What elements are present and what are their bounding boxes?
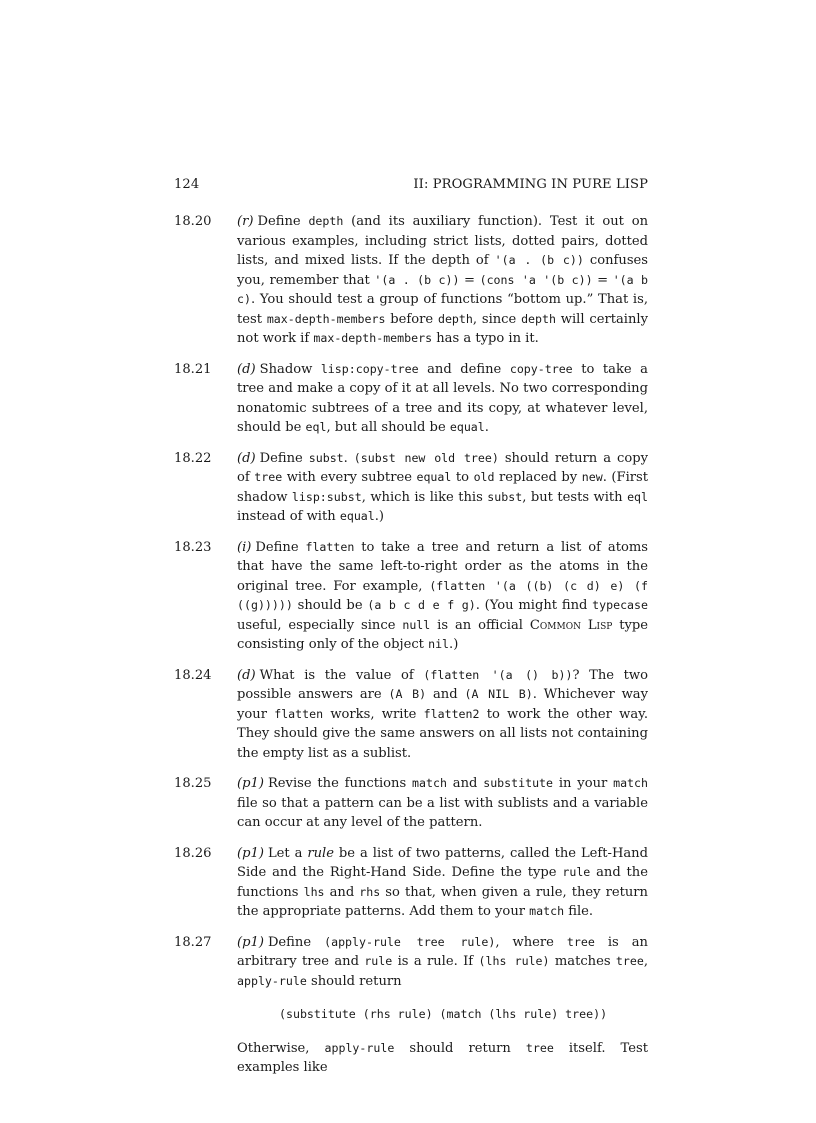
exercise-tag: (p1) <box>237 776 264 791</box>
body-text: Define <box>259 450 309 466</box>
code-text: match <box>412 776 447 790</box>
code-text: apply-rule <box>324 1040 395 1055</box>
body-text: , which is like this <box>361 489 488 505</box>
chapter-title: II: PROGRAMMING IN PURE LISP <box>413 177 648 192</box>
body-text: = <box>592 272 613 288</box>
code-text: depth <box>437 311 473 326</box>
code-text: apply-rule <box>237 973 307 988</box>
exercise-tag: (d) <box>237 667 256 683</box>
code-text: lisp:subst <box>291 489 362 504</box>
code-text: depth <box>308 214 344 228</box>
code-text: substitute <box>483 776 554 790</box>
exercise-body <box>237 449 648 527</box>
code-text: '(a b c) <box>237 272 649 306</box>
body-text: .) <box>449 637 459 652</box>
exercise-tag: (p1) <box>237 845 264 861</box>
code-text: tree <box>254 470 283 484</box>
body-text: . <box>343 450 354 466</box>
body-text: , since <box>472 311 522 327</box>
body-text: and the functions <box>237 865 648 900</box>
code-text: rhs <box>359 884 381 899</box>
body-text: before <box>385 311 438 327</box>
body-text: should return <box>306 973 402 989</box>
code-display: (substitute (rhs rule) (match (lhs rule) tree)) <box>279 1007 608 1021</box>
code-text: (flatten '(a () b)) <box>423 667 573 682</box>
body-text: should return <box>394 1040 526 1056</box>
body-text: be a list of two patterns, called the Left-Hand Side and the Right-Hand Side. Define the type <box>237 845 648 880</box>
code-text: flatten <box>305 539 355 554</box>
code-text: copy-tree <box>509 361 573 376</box>
exercise-body <box>237 774 648 833</box>
body-text: should return a copy of <box>237 450 648 485</box>
body-text: confuses you, remember that <box>237 253 649 288</box>
body-text: , <box>643 954 649 969</box>
code-text: flatten2 <box>423 706 480 721</box>
exercise-tag: (d) <box>237 361 256 377</box>
body-text: to work the other way. They should give the same answers on all lists not containing the empty list as a sublist. <box>237 706 648 761</box>
code-text: equal <box>416 470 452 484</box>
body-text: works, write <box>323 706 424 722</box>
exercise-18-20 <box>174 212 648 349</box>
exercise-tag: (p1) <box>237 934 264 950</box>
exercise-body <box>237 844 648 922</box>
code-text: null <box>402 617 431 632</box>
code-text: lhs <box>303 884 325 899</box>
body-text: Let a <box>267 845 308 861</box>
code-text: (A B) <box>388 687 427 701</box>
code-text: flatten <box>274 706 324 721</box>
body-text: , where <box>495 934 567 950</box>
body-text: What is the value of <box>259 667 424 683</box>
body-text: and <box>426 687 465 702</box>
body-text: and <box>446 776 484 791</box>
body-text: with every subtree <box>282 470 417 485</box>
exercise-number: 18.22 <box>174 450 212 466</box>
body-text: and <box>324 884 360 900</box>
body-text: and define <box>418 361 510 377</box>
body-text: Define <box>257 214 309 229</box>
body-text: has a typo in it. <box>432 331 539 346</box>
code-text: subst <box>487 489 523 504</box>
exercise-list <box>174 212 648 1089</box>
emphasis-text: rule <box>307 845 334 861</box>
code-text: nil <box>428 637 450 651</box>
code-text: lisp:copy-tree <box>320 361 419 376</box>
exercise-number: 18.21 <box>174 361 212 377</box>
exercise-18-24 <box>174 666 648 764</box>
exercise-18-27 <box>174 933 648 1078</box>
body-text: so that, when given a rule, they return the appropriate patterns. Add them to your <box>237 884 648 919</box>
code-text: tree <box>525 1040 554 1055</box>
code-text: (flatten '(a ((b) (c d) e) (f ((g))))) <box>237 578 648 612</box>
body-text: to <box>451 470 474 485</box>
body-text: replaced by <box>494 470 582 485</box>
exercise-18-26 <box>174 844 648 922</box>
code-text: tree <box>566 934 595 949</box>
code-text: typecase <box>592 598 648 612</box>
small-caps-text: Common Lisp <box>529 617 613 633</box>
code-text: match <box>613 776 648 790</box>
exercise-continuation <box>237 1039 648 1078</box>
code-text: match <box>529 904 565 918</box>
exercise-tag: (i) <box>237 539 252 555</box>
exercise-number: 18.20 <box>174 214 212 229</box>
code-text: tree <box>615 954 644 968</box>
code-text: eql <box>627 489 649 504</box>
exercise-number: 18.25 <box>174 776 212 791</box>
body-text: , but tests with <box>522 489 628 505</box>
body-text: , but all should be <box>326 420 450 435</box>
code-text: depth <box>521 311 556 326</box>
exercise-body <box>237 360 648 438</box>
body-text: Revise the functions <box>267 776 413 791</box>
code-text: equal <box>339 509 375 523</box>
body-text: to take a tree and return a list of atoms that have the same left-to-right order as the atoms in the original tree. For example, <box>237 539 648 594</box>
body-text: (and its auxiliary function). Test it out on various examples, including strict lists, dotted pairs, dotted lists, and mixed lists. If the depth of <box>237 214 649 268</box>
exercise-number: 18.26 <box>174 845 212 861</box>
body-text: Shadow <box>259 361 321 377</box>
code-text: new <box>581 470 603 484</box>
body-text: in your <box>553 776 614 791</box>
exercise-18-21 <box>174 360 648 438</box>
exercise-number: 18.27 <box>174 934 212 950</box>
exercise-number: 18.23 <box>174 539 212 555</box>
body-text: instead of with <box>237 509 340 524</box>
body-text: . <box>484 420 489 435</box>
exercise-number: 18.24 <box>174 667 212 683</box>
page-number: 124 <box>174 177 200 192</box>
code-text: (cons 'a '(b c)) <box>479 272 593 287</box>
exercise-body <box>237 538 648 655</box>
code-text: '(a . (b c)) <box>494 253 584 267</box>
exercise-tag: (d) <box>237 450 256 466</box>
body-text: .) <box>374 509 385 524</box>
code-text: rule <box>364 954 393 968</box>
exercise-18-23 <box>174 538 648 655</box>
code-text: equal <box>449 420 485 434</box>
body-text: Define <box>267 934 325 950</box>
code-text: (lhs rule) <box>478 954 550 968</box>
code-text: rule <box>562 865 591 879</box>
code-text: max-depth-members <box>313 331 433 345</box>
body-text: type consisting only of the object <box>237 617 649 652</box>
code-text: (apply-rule tree rule) <box>324 934 496 949</box>
code-text: (subst new old tree) <box>353 450 499 465</box>
exercise-body <box>237 666 648 764</box>
exercise-body <box>237 212 648 349</box>
body-text: is an arbitrary tree and <box>237 934 648 969</box>
code-text: old <box>473 470 495 484</box>
body-text: is an official <box>430 617 530 633</box>
body-text: matches <box>549 954 616 969</box>
body-text: ? The two possible answers are <box>237 667 648 702</box>
code-text: '(a . (b c)) <box>374 272 460 287</box>
code-text: (a b c d e f g) <box>367 598 476 612</box>
body-text: . You should test a group of functions “bottom up.” That is, test <box>237 292 648 327</box>
body-text: Otherwise, <box>237 1040 325 1056</box>
body-text: . (You might find <box>475 598 593 613</box>
exercise-body <box>237 933 648 992</box>
exercise-18-25 <box>174 774 648 833</box>
code-text: eql <box>305 420 327 434</box>
body-text: . (First shadow <box>237 470 648 505</box>
body-text: = <box>459 272 480 288</box>
body-text: . Whichever way your <box>237 687 649 722</box>
body-text: will certainly not work if <box>237 311 648 346</box>
body-text: Define <box>255 539 306 555</box>
body-text: useful, especially since <box>237 617 403 633</box>
body-text: to take a tree and make a copy of it at all levels. No two corresponding nonatomic subtrees of a tree and its copy, at whatever level, should be <box>237 361 648 435</box>
body-text: should be <box>292 598 368 613</box>
code-text: max-depth-members <box>266 311 386 326</box>
code-text: (A NIL B) <box>464 687 533 701</box>
body-text: is a rule. If <box>392 954 479 969</box>
exercise-18-22 <box>174 449 648 527</box>
code-text: subst <box>308 450 344 465</box>
running-head <box>174 177 648 193</box>
body-text: file so that a pattern can be a list with sublists and a variable can occur at any level of the pattern. <box>237 795 648 830</box>
exercise-tag: (r) <box>237 214 254 229</box>
body-text: itself. Test examples like <box>237 1040 648 1075</box>
body-text: file. <box>564 904 594 919</box>
